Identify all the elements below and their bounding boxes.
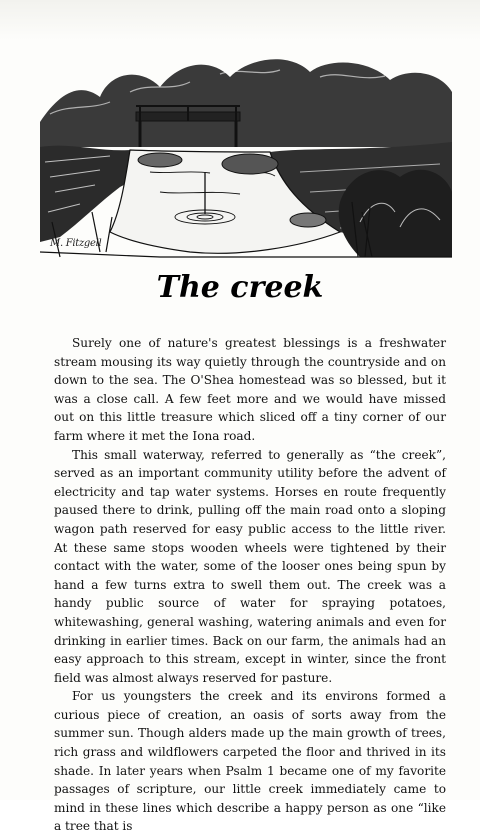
rock xyxy=(222,154,278,174)
chapter-body xyxy=(54,334,446,836)
artist-signature: M. Fitzgell xyxy=(50,238,102,249)
rock xyxy=(138,153,182,167)
creek-illustration xyxy=(40,52,452,264)
chapter-title: The creek xyxy=(156,270,324,305)
bleed-through-header xyxy=(0,0,480,40)
foreground-shrubs xyxy=(339,170,452,257)
background-trees xyxy=(40,59,452,147)
paragraph: This small waterway, referred to generally as “the creek”, served as an important community utility before the advent of electricity and tap water systems. Horses en route frequently paused there to drink, pulling off the main road onto a sloping wagon path reserved for easy public access to the little river. At these same stops wooden wheels were tightened by their contact with the water, some of the looser ones being spun by hand a few turns extra to swell them out. The creek was a handy public source of water for spraying potatoes, whitewashing, general washing, watering animals and even for drinking in earlier times. Back on our farm, the animals had an easy approach to this stream, except in winter, since the front field was almost always reserved for pasture. xyxy=(54,447,446,685)
paragraph: Surely one of nature's greatest blessings is a freshwater stream mousing its way quietly through the countryside and on down to the sea. The O'Shea homestead was so blessed, but it was a close call. A few feet more and we would have missed out on this little treasure which sliced off a tiny corner of our farm where it met the Iona road. xyxy=(54,336,446,443)
rock xyxy=(290,213,326,227)
paragraph: For us youngsters the creek and its environs formed a curious piece of creation, an oasis of sorts away from the summer sun. Though alders made up the main growth of trees, rich grass and wildflowers carpeted the floor and thrived in its shade. In later years when Psalm 1 became one of my favorite passages of scripture, our little creek immediately came to mind in these lines which describe a happy person as one “like a tree that is xyxy=(54,689,446,834)
